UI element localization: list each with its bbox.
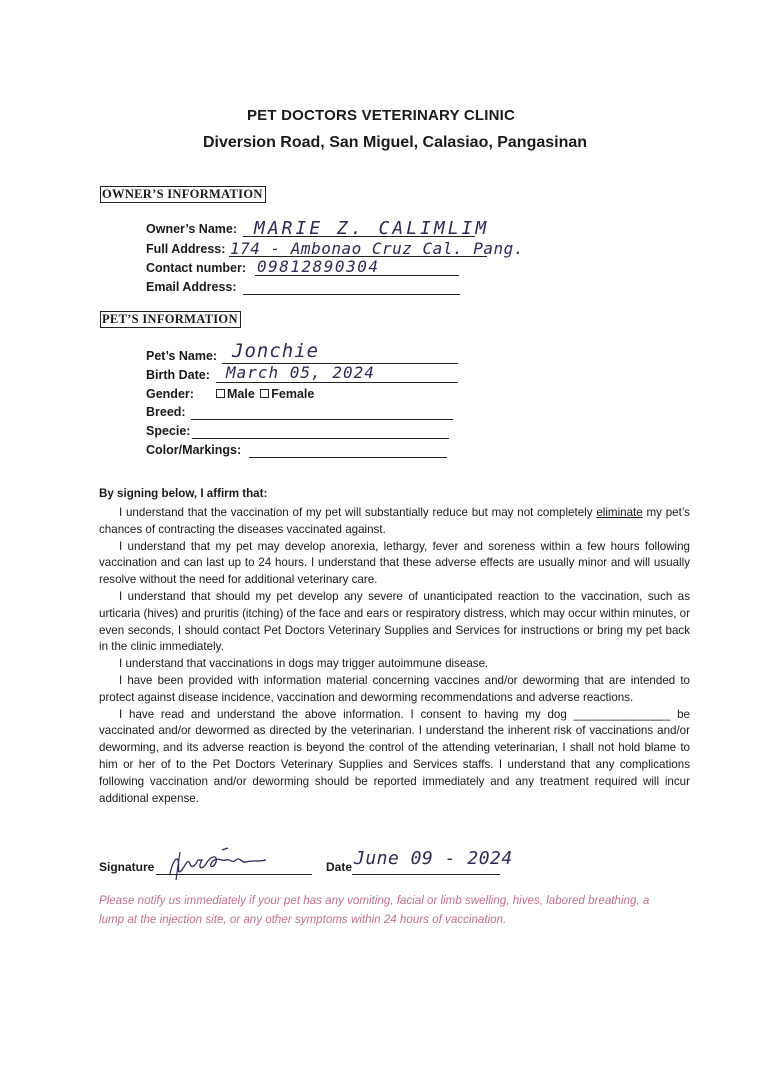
female-option-label: Female <box>271 387 315 401</box>
male-checkbox[interactable] <box>216 389 225 398</box>
owner-contact-label: Contact number: <box>146 261 246 275</box>
pet-birthdate-value[interactable]: March 05, 2024 <box>226 363 375 382</box>
owner-address-label: Full Address: <box>146 242 226 256</box>
pet-color-row <box>146 440 456 458</box>
pet-breed-label: Breed: <box>146 405 186 419</box>
male-option-label: Male <box>227 387 255 401</box>
pet-color-line[interactable] <box>249 457 447 458</box>
pet-gender-options <box>214 387 314 401</box>
pet-section-header: PET’S INFORMATION <box>100 311 241 328</box>
pet-birthdate-label: Birth Date: <box>146 368 210 382</box>
pet-name-value[interactable]: Jonchie <box>232 340 320 362</box>
pet-breed-row <box>146 402 456 420</box>
owner-name-value[interactable]: MARIE Z. CALIMLIM <box>254 218 490 239</box>
female-checkbox[interactable] <box>260 389 269 398</box>
pet-specie-row <box>146 421 456 439</box>
consent-paragraph-4: I understand that vaccinations in dogs may trigger autoimmune disease. <box>119 657 489 671</box>
pet-gender-row <box>146 384 346 402</box>
date-line <box>352 874 500 875</box>
pet-specie-line[interactable] <box>192 438 449 439</box>
pet-name-row <box>146 340 466 364</box>
signature-label: Signature <box>99 860 155 874</box>
clinic-name: PET DOCTORS VETERINARY CLINIC <box>246 107 516 124</box>
clinic-address: Diversion Road, San Miguel, Calasiao, Pangasinan <box>202 134 588 151</box>
consent-intro: By signing below, I affirm that: <box>99 487 268 500</box>
pet-birthdate-line <box>216 382 458 383</box>
date-label: Date <box>326 860 353 874</box>
consent-body <box>99 505 690 807</box>
owner-address-value[interactable]: 174 - Ambonao Cruz Cal. Pang. <box>230 239 524 258</box>
owner-contact-row <box>146 258 476 276</box>
pet-specie-label: Specie: <box>146 424 191 438</box>
owner-email-row <box>146 277 476 295</box>
consent-paragraph-6: I have read and understand the above information. I consent to having my dog _______________ be vaccinated and/or dewormed as directed by the veterinarian. I understand the inherent risk of vaccinations and/or deworming, and its adverse reaction is beyond the control of the attending veterinarian, I shall not hold blame to him or her of to the Pet Doctors Veterinary Supplies and Services staffs. I understand that any complications following vaccination and/or deworming should be reported immediately and any treatment required will incur additional expense. <box>99 707 690 805</box>
owner-email-line[interactable] <box>243 294 460 295</box>
owner-contact-value[interactable]: 09812890304 <box>257 257 380 276</box>
date-value[interactable]: June 09 - 2024 <box>354 848 513 869</box>
owner-name-label: Owner’s Name: <box>146 222 238 236</box>
pet-breed-line[interactable] <box>191 419 453 420</box>
consent-paragraph-3: I understand that should my pet develop any severe of unanticipated reaction to the vaccination, such as urticaria (hives) and pruritis (itching) of the face and ears or respiratory distress, which may occur within minutes, or even seconds, I should contact Pet Doctors Veterinary Supplies and Services for instructions or bring my pet back in the clinic immediately. <box>99 589 690 654</box>
pet-color-label: Color/Markings: <box>146 443 242 457</box>
pet-name-label: Pet’s Name: <box>146 349 218 363</box>
owner-name-row <box>146 218 490 239</box>
owner-email-label: Email Address: <box>146 280 237 294</box>
consent-paragraph-2: I understand that my pet may develop anorexia, lethargy, fever and soreness within a few hours following vaccination and can last up to 24 hours. I understand that these adverse effects are usually minor and will usually resolve without the need for additional veterinary care. <box>99 539 690 587</box>
consent-paragraph-5: I have been provided with information material concerning vaccines and/or deworming that are intended to protect against disease incidence, vaccination and deworming recommendations and adverse reactions. <box>99 673 690 704</box>
owner-address-row <box>146 239 536 257</box>
consent-paragraph-1 <box>99 505 690 539</box>
consent-p1-end: my pet’s chances of contracting the diseases vaccinated against. <box>99 506 690 536</box>
consent-p1-start: I understand that the vaccination of my pet will substantially reduce but may not completely <box>119 506 597 519</box>
pet-birthdate-row <box>146 365 466 383</box>
signature-scribble-icon <box>162 846 287 882</box>
consent-p1-underlined: eliminate <box>596 506 643 519</box>
notice-text: Please notify us immediately if your pet has any vomiting, facial or limb swelling, hives, labored breathing, a lump at the injection site, or any other symptoms within 24 hours of vaccination. <box>99 894 650 926</box>
pet-gender-label: Gender: <box>146 387 194 401</box>
owner-section-header: OWNER’S INFORMATION <box>100 186 266 203</box>
